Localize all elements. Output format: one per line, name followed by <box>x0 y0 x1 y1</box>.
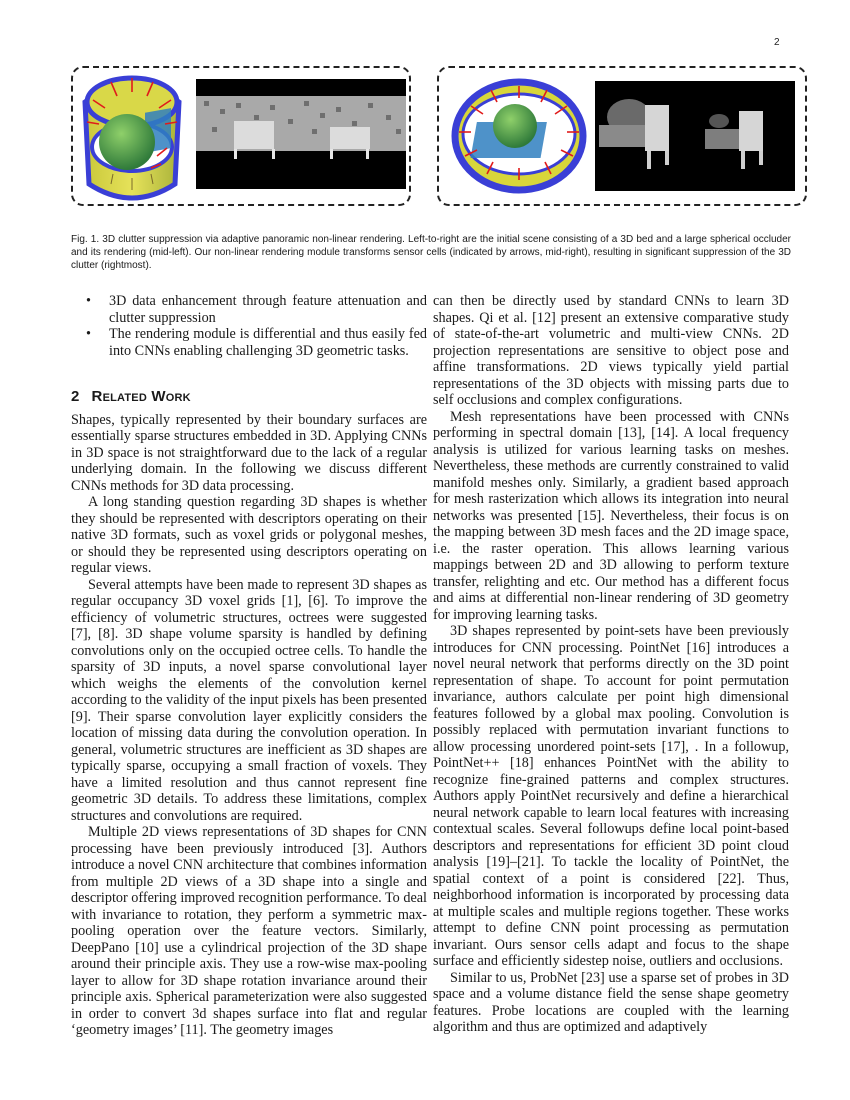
paragraph: Several attempts have been made to represent 3D shapes as regular occupancy 3D voxel grids [1], [6]. To improve the efficiency of volumetric structures, octrees were suggested [7], [8]. 3D shape volume sparsity is handled by defining convolutions only on the occupied octree cells. To handle the sparsity of 3D inputs, a novel sparse convolutional layer which weighs the elements of the convolution kernel according to the validity of the input pixels has been presented [9]. Their sparse convolution layer explicitly considers the location of missing data during the convolution operation. In general, volumetric structures are inefficient as 3D shapes are typically sparse, occupying a small fraction of voxels. They have a limited resolution and thus cannot represent fine geometric 3D details. To address these limitations, complex structures and convolutions are required. <box>71 576 427 824</box>
paragraph: Similar to us, ProbNet [23] use a sparse set of probes in 3D space and a volume distance field the sense shape geometry features. Probe locations are coupled with the learning algorithm and thus are optimized and adaptively <box>433 969 789 1035</box>
list-item-text: The rendering module is differential and thus easily fed into CNNs enabling challenging 3D geometric tasks. <box>109 326 427 359</box>
paragraph: Mesh representations have been processed with CNNs performing in spectral domain [13], [14]. A local frequency analysis is utilized for various learning tasks on meshes. Nevertheless, these methods are currently constrained to valid manifold meshes only. Similarly, a gradient based approach for mesh rasterization which allows its integration into neural networks was presented [15]. Nevertheless, their focus is on the mapping between 3D mesh faces and the 2D image space, i.e. the raster operation. This allows learning various mappings between 2D and 3D allowing to perform texture transfer, relighting and etc. Our method has a different focus and aims at differential non-linear rendering of 3D geometry for improving learning tasks. <box>433 408 789 623</box>
paragraph: A long standing question regarding 3D shapes is whether they should be represented with descriptors operating on their native 3D formats, such as voxel grids or polygonal meshes, or should they be represented using descriptors operating on regular views. <box>71 494 427 576</box>
scene-transformed-sensor-image <box>451 76 587 194</box>
rendering-rightmost-image <box>595 81 795 191</box>
paragraph: Multiple 2D views representations of 3D shapes for CNN processing have been previously introduced [3]. Authors introduce a novel CNN architecture that combines information from multiple 2D views of a 3D shape into a single and descriptor offering improved recognition performance. To deal with invariance to rotation, they perform a symmetric max-pooling operation over the feature vectors. Similarly, DeepPano [10] use a cylindrical projection of the 3D shape around their principle axis. They use a row-wise max-pooling layer to allow for 3D shape rotation invariance around their principle axis. Spherical parameterization were also suggested in order to convert 3d shapes surface into flat and regular ‘geometry images’ [11]. The geometry images <box>71 824 427 1038</box>
figure-panel-right <box>437 66 807 206</box>
left-column <box>71 293 427 1039</box>
bullet-icon: • <box>86 293 91 309</box>
list-item <box>71 326 427 359</box>
section-title: Related Work <box>91 388 191 405</box>
list-item-text: 3D data enhancement through feature attenuation and clutter suppression <box>109 293 427 326</box>
section-number: 2 <box>71 388 80 405</box>
bullet-icon: • <box>86 326 91 342</box>
right-column <box>433 293 789 1036</box>
page-number: 2 <box>774 37 780 48</box>
figure-caption: Fig. 1. 3D clutter suppression via adaptive panoramic non-linear rendering. Left-to-right are the initial scene consisting of a 3D bed and a large spherical occluder and its rendering (mid-left). Our non-linear rendering module transforms sensor cells (indicated by arrows, mid-right), resulting in significant suppression of the 3D clutter (rightmost). <box>71 234 791 271</box>
rendering-mid-left-image <box>196 79 406 189</box>
paragraph: can then be directly used by standard CNNs to learn 3D shapes. Qi et al. [12] present an extensive comparative study of state-of-the-art volumetric and multi-view CNNs. 2D projection representations are sensitive to object pose and affine transformations. 2D views typically yield partial representations of the 3D objects with missing parts due to self occlusions and complex configurations. <box>433 293 789 408</box>
section-heading <box>71 389 427 406</box>
scene-bed-occluder-image <box>81 72 183 202</box>
paragraph: Shapes, typically represented by their boundary surfaces are essentially sparse structures embedded in 3D. Applying CNNs in 3D space is not straightforward due to the lack of a regular underlying domain. In the following we discuss different CNNs methods for 3D data processing. <box>71 411 427 494</box>
figure-panel-left <box>71 66 411 206</box>
contribution-list <box>71 293 427 359</box>
list-item <box>71 293 427 326</box>
paragraph: 3D shapes represented by point-sets have been previously introduces for CNN processing. PointNet [16] introduces a novel neural network that performs directly on the 3D point representation of shape. To account for point permutation invariance, authors calculate per point high dimensional features followed by a global max pooling. Convolution is possibly replaced with permutation invariant functions to allow processing unordered point-sets [17], . In a followup, PointNet++ [18] enhances PointNet with the ability to recognize fine-grained patterns and complex structures. Authors apply PointNet recursively and define a hierarchical neural network capable to learn local features with increasing contextual scales. Several followups define local point-based descriptors and representations for efficient 3D point cloud analysis [19]–[21]. To tackle the locality of PointNet, the spatial context of a point is considered [22]. Thus, neighborhood information is incorporated by processing data at multiple scales and multiple regions together. These works attempt to define CNN point processing as permutation invariant. Ours sensor cells adapt and focus to the shape surface and efficiently sidestep noise, outliers and occlusions. <box>433 623 789 969</box>
